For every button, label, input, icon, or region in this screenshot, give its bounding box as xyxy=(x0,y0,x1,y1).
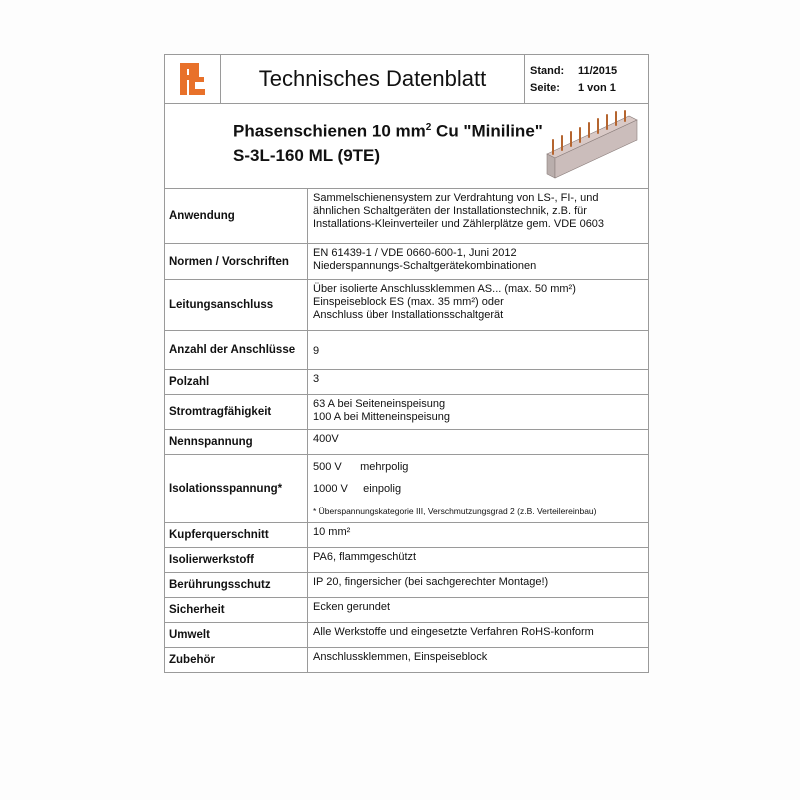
value-line: EN 61439-1 / VDE 0660-600-1, Juni 2012 xyxy=(313,247,517,259)
row-label: Isolierwerkstoff xyxy=(165,548,308,572)
busbar-image xyxy=(545,110,641,182)
row-label: Umwelt xyxy=(165,623,308,647)
table-row xyxy=(165,370,648,395)
value-line: PA6, flammgeschützt xyxy=(313,551,417,563)
table-row xyxy=(165,331,648,370)
stand-row xyxy=(530,65,617,77)
row-label: Sicherheit xyxy=(165,598,308,622)
row-label: Nennspannung xyxy=(165,430,308,454)
table-row xyxy=(165,548,648,573)
table-row xyxy=(165,573,648,598)
datasheet xyxy=(164,54,649,673)
logo-cell xyxy=(165,55,221,103)
stand-label: Stand: xyxy=(530,65,565,77)
row-label: Isolationsspannung* xyxy=(165,455,308,522)
row-label: Kupferquerschnitt xyxy=(165,523,308,547)
product-line1b: Cu "Miniline" xyxy=(431,121,543,141)
header xyxy=(165,55,648,104)
stand-value: 11/2015 xyxy=(578,65,618,77)
row-label: Anzahl der Anschlüsse xyxy=(165,331,308,369)
value-line: Alle Werkstoffe und eingesetzte Verfahren RoHS-konform xyxy=(313,626,594,638)
row-value xyxy=(313,189,648,231)
value-line: 63 A bei Seiteneinspeisung xyxy=(313,398,446,410)
row-value xyxy=(313,623,648,639)
table-row xyxy=(165,280,648,331)
meta-block xyxy=(525,55,648,103)
row-value xyxy=(313,598,648,614)
table-row xyxy=(165,244,648,280)
row-label: Berührungsschutz xyxy=(165,573,308,597)
value-line: Sammelschienensystem zur Verdrahtung von LS-, FI-, und xyxy=(313,192,599,204)
row-label: Polzahl xyxy=(165,370,308,394)
row-value xyxy=(313,331,648,358)
table-row xyxy=(165,523,648,548)
page-title: Technisches Datenblatt xyxy=(221,55,525,103)
row-label: Normen / Vorschriften xyxy=(165,244,308,279)
row-label: Stromtragfähigkeit xyxy=(165,395,308,429)
row-value xyxy=(313,648,648,664)
seite-label: Seite: xyxy=(530,82,560,94)
value-line: 3 xyxy=(313,373,320,385)
value-line: Anschlussklemmen, Einspeiseblock xyxy=(313,651,488,663)
table-row xyxy=(165,648,648,672)
value-line: IP 20, fingersicher (bei sachgerechter Montage!) xyxy=(313,576,549,588)
value-line: Einspeiseblock ES (max. 35 mm²) oder xyxy=(313,296,504,308)
value-line: ähnlichen Schaltgeräten der Installationstechnik, z.B. für xyxy=(313,205,587,217)
value-line: 10 mm² xyxy=(313,526,351,538)
value-line: 400V xyxy=(313,433,339,445)
row-value xyxy=(313,548,648,564)
spec-table xyxy=(165,189,648,672)
row-value xyxy=(313,523,648,539)
seite-row xyxy=(530,82,616,94)
pe-logo xyxy=(165,55,220,103)
value-line: 100 A bei Mitteneinspeisung xyxy=(313,411,450,423)
row-value xyxy=(313,430,648,446)
row-value xyxy=(313,455,648,518)
table-row xyxy=(165,455,648,523)
footnote: * Überspannungskategorie III, Verschmutzungsgrad 2 (z.B. Verteilereinbau) xyxy=(313,506,597,516)
product-line1a: Phasenschienen 10 mm xyxy=(233,121,426,141)
row-label: Anwendung xyxy=(165,189,308,243)
value-line: 1000 V einpolig xyxy=(313,483,402,495)
product-line2: S-3L-160 ML (9TE) xyxy=(233,145,381,165)
seite-value: 1 von 1 xyxy=(578,82,616,94)
table-row xyxy=(165,623,648,648)
product-section xyxy=(165,104,648,189)
table-row xyxy=(165,189,648,244)
row-value xyxy=(313,395,648,424)
row-label: Zubehör xyxy=(165,648,308,672)
value-line: Anschluss über Installationsschaltgerät xyxy=(313,309,504,321)
table-row xyxy=(165,598,648,623)
row-value xyxy=(313,573,648,589)
table-row xyxy=(165,395,648,430)
row-value xyxy=(313,244,648,273)
row-value xyxy=(313,370,648,386)
table-row xyxy=(165,430,648,455)
value-line: Niederspannungs-Schaltgerätekombinationen xyxy=(313,260,537,272)
value-line: Installations-Kleinverteiler und Zählerplätze gem. VDE 0603 xyxy=(313,218,605,230)
product-title xyxy=(233,116,543,168)
value-line: Ecken gerundet xyxy=(313,601,391,613)
value-line: 500 V mehrpolig xyxy=(313,461,409,473)
row-value xyxy=(313,280,648,322)
product-line1-sup: 2 xyxy=(425,122,432,133)
value-line: 9 xyxy=(313,345,320,357)
row-label: Leitungsanschluss xyxy=(165,280,308,330)
value-line: Über isolierte Anschlussklemmen AS... (max. 50 mm²) xyxy=(313,283,576,295)
